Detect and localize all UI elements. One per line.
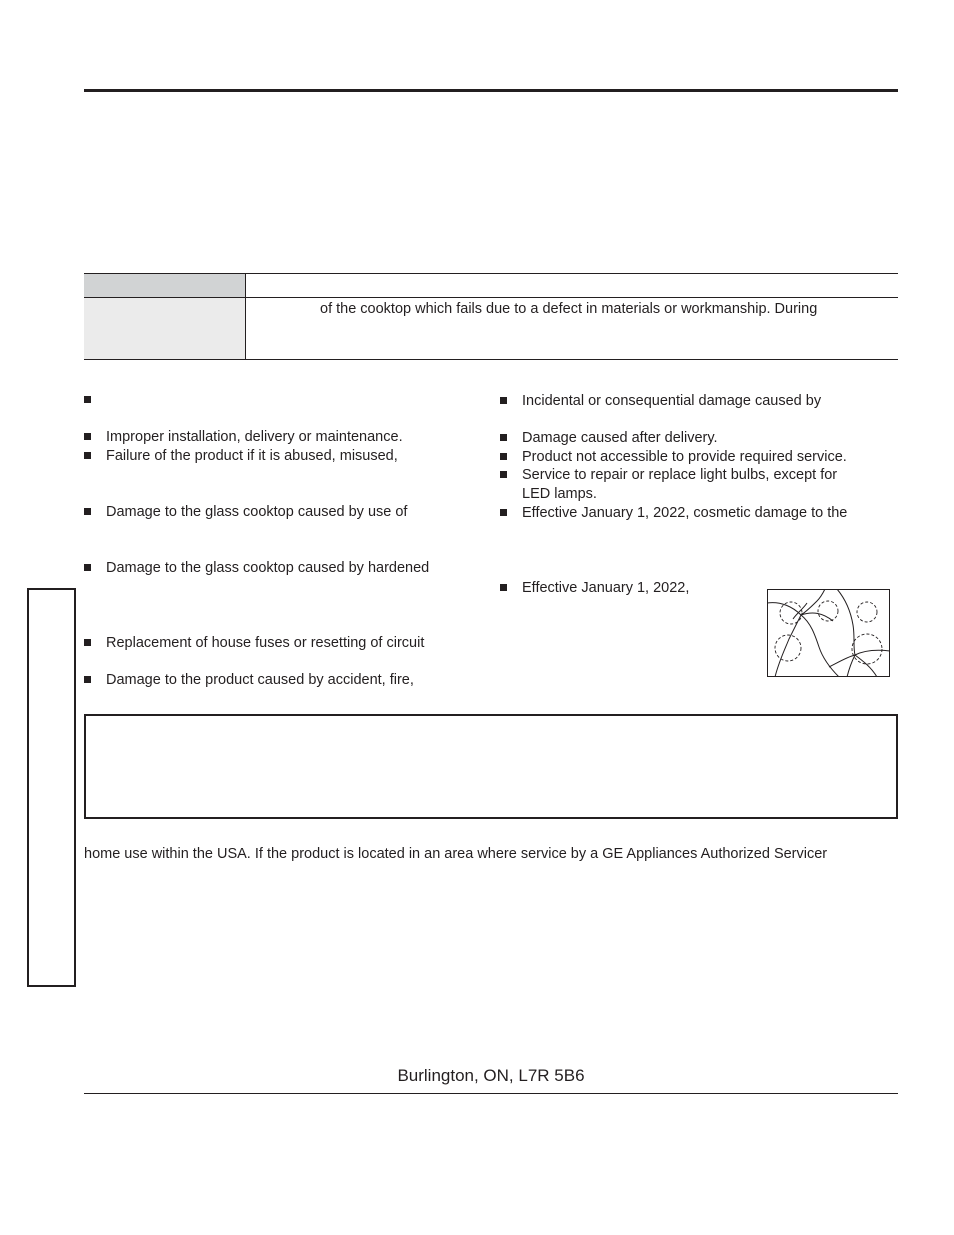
table-column-divider	[245, 274, 246, 359]
exclusion-text: Failure of the product if it is abused, misused,	[106, 448, 398, 464]
exclusion-text: Improper installation, delivery or maintenance.	[106, 429, 403, 445]
bullet-square-icon	[500, 584, 507, 591]
bullet-square-icon	[500, 509, 507, 516]
header-rule	[84, 89, 898, 92]
bullet-square-icon	[84, 508, 91, 515]
bullet-square-icon	[500, 434, 507, 441]
bullet-square-icon	[500, 397, 507, 404]
exclusion-text: Damage caused after delivery.	[522, 430, 718, 446]
bullet-square-icon	[84, 564, 91, 571]
exclusion-text: LED lamps.	[522, 486, 597, 502]
exclusion-text: Damage to the glass cooktop caused by use of	[106, 504, 408, 520]
notice-box	[84, 714, 898, 819]
table-label-cell	[84, 298, 245, 359]
bullet-square-icon	[500, 453, 507, 460]
exclusion-text: Product not accessible to provide required service.	[522, 449, 847, 465]
bullet-square-icon	[84, 452, 91, 459]
exclusion-text: Damage to the product caused by accident, fire,	[106, 672, 414, 688]
side-tab	[27, 588, 76, 987]
footer-rule	[84, 1093, 898, 1094]
service-paragraph: home use within the USA. If the product is located in an area where service by a GE Appliances Authorized Servicer	[84, 846, 828, 862]
bullet-square-icon	[84, 639, 91, 646]
bullet-square-icon	[84, 676, 91, 683]
bullet-square-icon	[84, 433, 91, 440]
table-bottom-border	[84, 359, 898, 360]
exclusion-text: Service to repair or replace light bulbs, except for	[522, 467, 838, 483]
exclusion-text: Effective January 1, 2022, cosmetic damage to the	[522, 505, 848, 521]
cracked-cooktop-illustration	[767, 589, 890, 677]
bullet-square-icon	[84, 396, 91, 403]
exclusion-text: Incidental or consequential damage caused by	[522, 393, 822, 409]
exclusion-text: Effective January 1, 2022,	[522, 580, 690, 596]
exclusion-text: Damage to the glass cooktop caused by hardened	[106, 560, 430, 576]
address-line: Burlington, ON, L7R 5B6	[397, 1066, 585, 1085]
table-header-cell	[84, 274, 245, 297]
coverage-description: of the cooktop which fails due to a defect in materials or workmanship. During	[320, 301, 818, 317]
bullet-square-icon	[500, 471, 507, 478]
warranty-table	[84, 273, 898, 360]
exclusion-text: Replacement of house fuses or resetting of circuit	[106, 635, 425, 651]
